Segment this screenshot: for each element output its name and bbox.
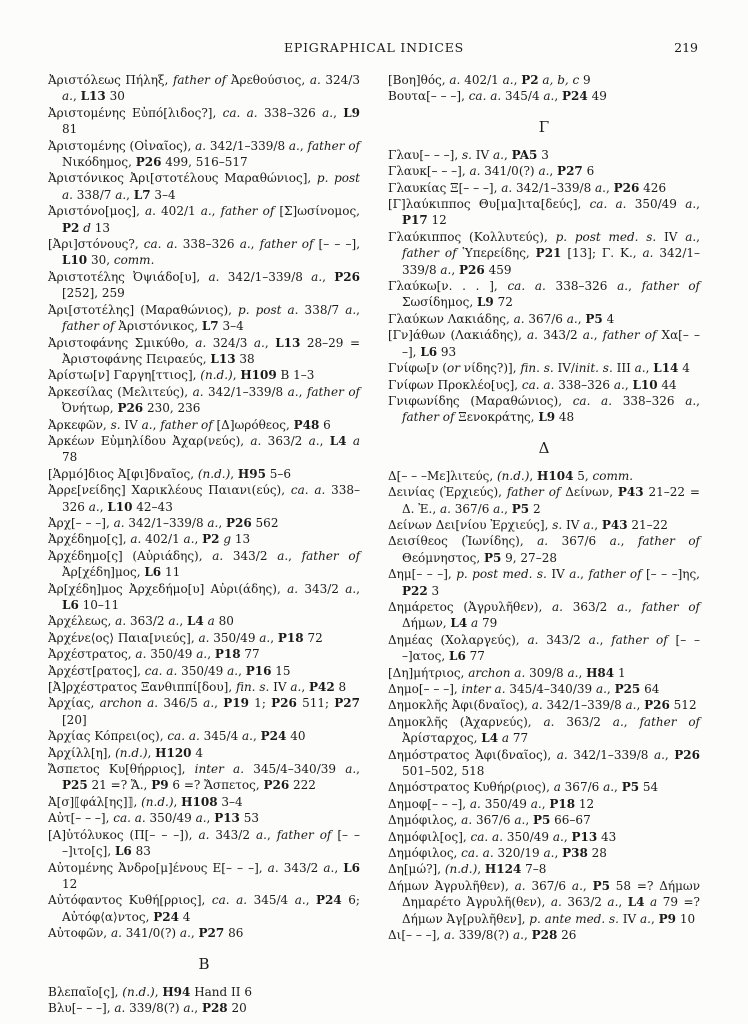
index-entry: Βλεπαῖο[ς], (n.d.), H94 Hand II 6 — [48, 984, 252, 999]
index-entry: Δημόστρατος Ἀφι(δναῖος), a. 342/1–339/8 a., P26 501–502, 518 — [388, 747, 701, 779]
index-entry: Δεινίας (Ἐρχιεύς), father of Δείνων, P43 21–22 = Δ. Ἐ., a. 367/6 a., P5 2 — [388, 485, 700, 516]
index-entry: Βλυ[– – –], a. 339/8(?) a., P28 20 — [48, 1000, 247, 1015]
index-entry: Ἀρχίας Κόπρει(ος), ca. a. 345/4 a., P24 40 — [48, 729, 306, 744]
index-entry: [Ἀρι]στόνους?, ca. a. 338–326 a., father of [– – –], L10 30, comm. — [48, 237, 361, 268]
section-heading-Δ: Δ — [538, 438, 550, 457]
index-entry: Ἀρχ[– – –], a. 342/1–339/8 a., P26 562 — [48, 515, 279, 530]
index-entry: Ἀριστομένης Εὐπό[λιδος?], ca. a. 338–326 a., L9 81 — [48, 105, 361, 137]
index-column-right — [388, 72, 700, 1016]
index-entry: Δημ[– – –], p. post med. s. IV a., father of [– – –]ης, P22 3 — [388, 567, 700, 598]
index-entry: Ἀρίστω[ν] Γαργη[ττιος], (n.d.), H109 B 1–3 — [48, 368, 315, 383]
index-entry: Γλαύκων Λακιάδης, a. 367/6 a., P5 4 — [388, 311, 615, 326]
index-entry: Ἀρχέστ[ρατος], ca. a. 350/49 a., P16 15 — [48, 663, 291, 678]
index-entry: Δεισίθεος (Ἰωνίδης), a. 367/6 a., father of Θεόμνηστος, P5 9, 27–28 — [388, 534, 701, 565]
index-entry: Δημόστρατος Κυθήρ(ριος), a 367/6 a., P5 54 — [388, 780, 659, 795]
index-entry: Δημο[– – –], inter a. 345/4–340/39 a., P25 64 — [388, 682, 660, 696]
index-entry: Δημόφιλ[ος], ca. a. 350/49 a., P13 43 — [388, 829, 617, 844]
index-entry: Δη[μώ?], (n.d.), H124 7–8 — [388, 862, 547, 877]
index-entry: Ἀριστομένης (Οἰναῖος), a. 342/1–339/8 a., father of Νικόδημος, P26 499, 516–517 — [48, 138, 360, 170]
index-entry: Ἀριστόνικος Ἀρι[στοτέλους Μαραθώνιος], p. post a. 338/7 a., L7 3–4 — [48, 171, 360, 202]
index-entry: Γλαυκ[– – –], a. 341/0(?) a., P27 6 — [388, 164, 595, 179]
index-entry: Γλαυ[– – –], s. IV a., PA5 3 — [388, 147, 549, 162]
index-entry: Ἀρρε[νείδης] Χαρικλέους Παιανι(εύς), ca. a. 338–326 a., L10 42–43 — [48, 483, 360, 514]
index-entry: Ἀρχέστρατος, a. 350/49 a., P18 77 — [48, 647, 260, 662]
index-entry: Ἀρχίας, archon a. 346/5 a., P19 1; P26 511; P27 [20] — [48, 696, 361, 727]
index-entry: [Ἁρμό]διος Ἀ[φι]δναῖος, (n.d.), H95 5–6 — [48, 466, 292, 481]
index-entry: Γνίφω[ν (or νίδης?)], fin. s. IV/init. s. III a., L14 4 — [388, 361, 690, 376]
index-entry: Ἀριστοφάνης Σμικύθο, a. 324/3 a., L13 28–29 = Ἀριστοφάνης Πειραεύς, L13 38 — [48, 335, 360, 366]
index-columns — [48, 72, 700, 1016]
index-entry: Ἀριστοτέλης Ὀψιάδο[υ], a. 342/1–339/8 a., P26 [252], 259 — [48, 269, 360, 301]
index-entry: [Γ]λαύκιππος Θυ[μα]ιτα[δεύς], ca. a. 350/49 a., P17 12 — [388, 197, 700, 228]
index-entry: Γλαύκιππος (Κολλυτεύς), p. post med. s. IV a., father of Ὑπερείδης, P21 [13]; Γ. Κ., a. 342/1–339/8 a., P26 459 — [388, 229, 700, 277]
index-entry: Δημοκλῆς (Ἀχαρνεύς), a. 363/2 a., father of Ἀρίσταρχος, L4 a 77 — [388, 714, 701, 746]
index-entry: Ἀριστόνο[μος], a. 402/1 a., father of [Σ]ωσίνομος, P2 d 13 — [48, 204, 360, 235]
index-entry: Ἀρχένε⟨ος⟩ Παια[νιεύς], a. 350/49 a., P18 72 — [48, 630, 323, 645]
index-entry: Ἄσπετος Κυ[θήρριος], inter a. 345/4–340/39 a., P25 21 =? Ἄ., P9 6 =? Ἄσπετος, P26 222 — [48, 762, 360, 793]
page-number: 219 — [674, 40, 698, 55]
index-entry: Ἀρχέδημο[ς] (Αὐριάδης), a. 343/2 a., father of Ἀρ[χέδη]μος, L6 11 — [48, 548, 361, 580]
index-entry: Ἀρκεφῶν, s. IV a., father of [Δ]ωρόθεος, P48 6 — [48, 417, 331, 432]
index-entry: Αὐτ[– – –], ca. a. 350/49 a., P13 53 — [48, 811, 260, 826]
index-entry: Ἀρχέλεως, a. 363/2 a., L4 a 80 — [48, 614, 234, 629]
index-entry: [Δη]μήτριος, archon a. 309/8 a., H84 1 — [388, 665, 626, 680]
section-heading-Γ: Γ — [538, 117, 550, 136]
index-entry: Δι[– – –], a. 339/8(?) a., P28 26 — [388, 928, 577, 943]
index-entry: Γνίφων Προκλέο[υς], ca. a. 338–326 a., L10 44 — [388, 377, 677, 392]
index-entry: Δείνων Δει[νίου Ἐρχιεύς], s. IV a., P43 21–22 — [388, 517, 668, 532]
page-header — [48, 40, 700, 58]
index-entry: Ἀ[σ]⟦φάλ[ης]⟧, (n.d.), H108 3–4 — [48, 794, 243, 809]
index-entry: Δημέας (Χολαργεύς), a. 343/2 a., father of [– – –]ατος, L6 77 — [388, 632, 701, 664]
index-entry: Αὐτόφαντος Κυθή[ρριος], ca. a. 345/4 a., P24 6; Αὐτόφ⟨α⟩ντος, P24 4 — [48, 893, 360, 924]
index-entry: Δημόφιλος, a. 367/6 a., P5 66–67 — [388, 813, 591, 828]
index-entry: Γλαυκίας Ξ[– – –], a. 342/1–339/8 a., P26 426 — [388, 180, 667, 195]
index-entry: Γνιφωνίδης (Μαραθώνιος), ca. a. 338–326 a., father of Ξενοκράτης, L9 48 — [388, 393, 700, 425]
index-entry: Δ[– – –Με]λιτεύς, (n.d.), H104 5, comm. — [388, 468, 634, 483]
index-entry: [Α]ὐτόλυκος (Π[– – –]), a. 343/2 a., father of [– – –]ιτο[ς], L6 83 — [48, 827, 361, 859]
index-entry: [Βοη]θός, a. 402/1 a., P2 a, b, c 9 — [388, 73, 591, 87]
index-entry: Ἀρκεσίλας (Μελιτεύς), a. 342/1–339/8 a., father of Ὀνήτωρ, P26 230, 236 — [48, 384, 360, 416]
index-entry: Δημοφ[– – –], a. 350/49 a., P18 12 — [388, 796, 595, 811]
index-entry: Δημάρετος (Ἀγρυλῆθεν), a. 363/2 a., father of Δήμων, L4 a 79 — [388, 599, 700, 631]
index-entry: Αὐτοφῶν, a. 341/0(?) a., P27 86 — [48, 926, 244, 941]
index-entry: Ἀριστόλεως Πήληξ, father of Ἀρεθούσιος, a. 324/3 a., L13 30 — [48, 73, 360, 104]
index-entry: [Ἀ]ρχέστρατος Ξανθιππί[δου], fin. s. IV a., P42 8 — [48, 680, 347, 695]
index-entry: Αὐτομένης Ἀνδρο[μ]ένους Ε[– – –], a. 343/2 a., L6 12 — [48, 860, 360, 891]
index-column-left — [48, 72, 360, 1016]
index-entry: Ἀρχέδημο[ς], a. 402/1 a., P2 g 13 — [48, 532, 251, 547]
index-entry: Βουτα[– – –], ca. a. 345/4 a., P24 49 — [388, 89, 607, 104]
index-entry: Γλαύκω[ν. . . ], ca. a. 338–326 a., father of Σωσίδημος, L9 72 — [388, 279, 700, 310]
index-entry: Ἀρκέων Εὐμηλίδου Ἀχαρ(νεύς), a. 363/2 a., L4 a 78 — [48, 433, 360, 465]
running-title: EPIGRAPHICAL INDICES — [283, 40, 465, 55]
index-entry: [Γν]άθων (Λακιάδης), a. 343/2 a., father of Χα[– – –], L6 93 — [388, 328, 700, 359]
index-entry: Ἀρ[χέδη]μος Ἀρχεδήμο[υ] Αὐρι(άδης), a. 343/2 a., L6 10–11 — [48, 581, 360, 612]
section-heading-Β: Β — [198, 954, 210, 973]
index-entry: Ἀρι[στοτέλης] (Μαραθώνιος), p. post a. 338/7 a., father of Ἀριστόνικος, L7 3–4 — [48, 302, 360, 334]
index-entry: Δημόφιλος, ca. a. 320/19 a., P38 28 — [388, 846, 607, 861]
index-entry: Δημοκλῆς Ἀφι(δναῖος), a. 342/1–339/8 a., P26 512 — [388, 698, 697, 713]
index-entry: Ἀρχίλλ[η], (n.d.), H120 4 — [48, 745, 203, 760]
index-entry: Δήμων Ἀγρυλῆθεν), a. 367/6 a., P5 58 =? Δήμων Δημαρέτο Ἀγρυλῆ(θεν), a. 363/2 a., L4 a 79 =? Δήμων Ἀγ[ρυλῆθεν], p. ante med. s. IV a., P9 10 — [388, 878, 700, 926]
